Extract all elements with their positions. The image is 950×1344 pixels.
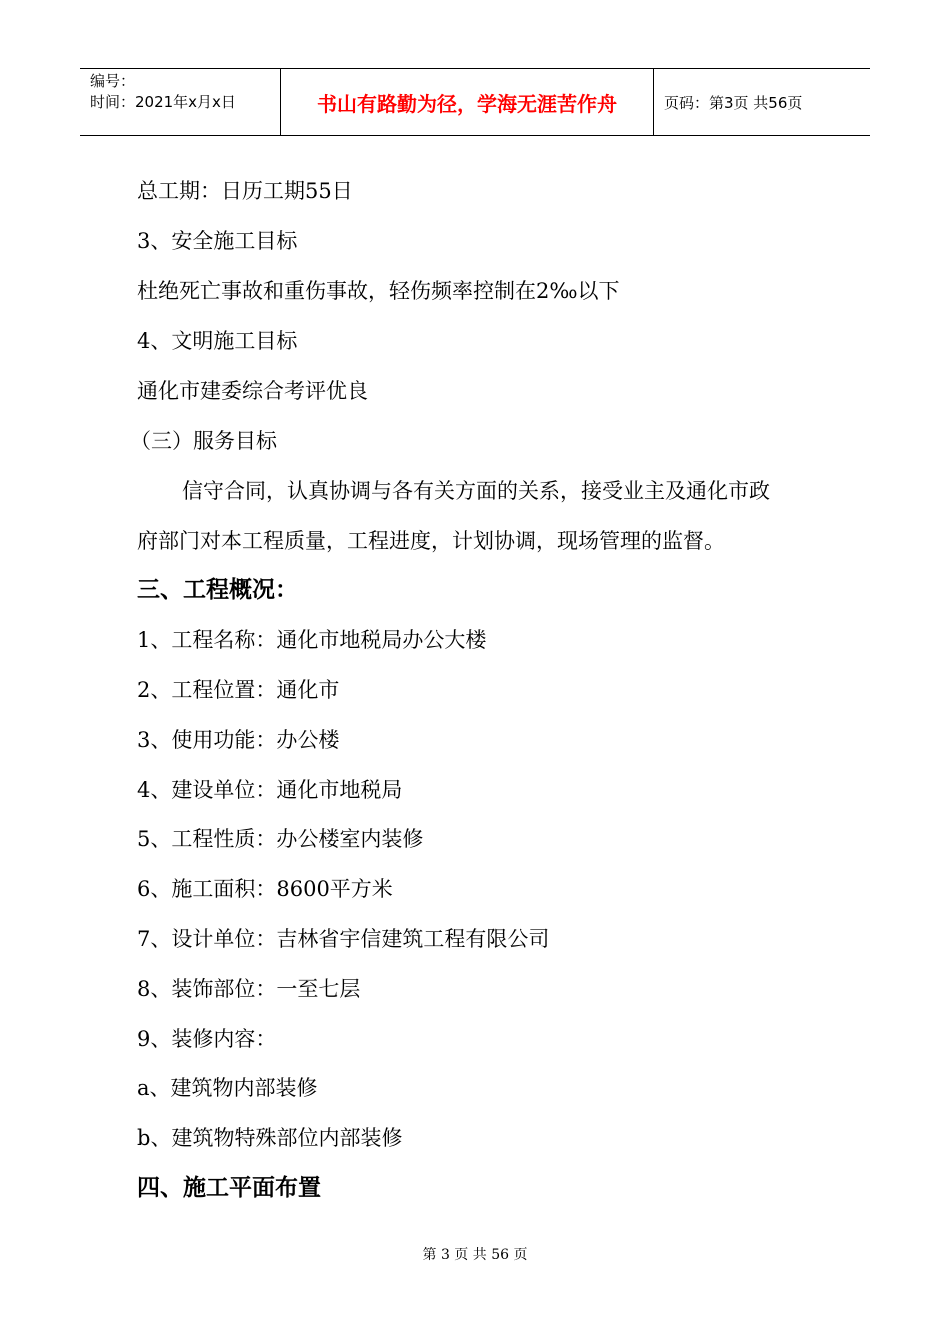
overview-item: 4、建设单位：通化市地税局 — [137, 778, 403, 802]
overview-item: 1、工程名称：通化市地税局办公大楼 — [137, 628, 487, 652]
overview-item: 3、使用功能：办公楼 — [137, 728, 340, 752]
civil-goal-title: 4、文明施工目标 — [137, 329, 298, 353]
header-motto: 书山有路勤为径，学海无涯苦作舟 — [281, 69, 654, 135]
header-number-label: 编号： — [90, 72, 136, 90]
header-meta — [80, 69, 281, 135]
page-header — [80, 68, 870, 136]
section3-heading: 三、工程概况： — [137, 577, 298, 603]
safety-goal-text: 杜绝死亡事故和重伤事故，轻伤频率控制在2‰以下 — [137, 279, 620, 303]
overview-item: 5、工程性质：办公楼室内装修 — [137, 827, 424, 851]
service-text-line1: 信守合同，认真协调与各有关方面的关系，接受业主及通化市政 — [182, 479, 770, 503]
overview-item: 7、设计单位：吉林省宇信建筑工程有限公司 — [137, 927, 550, 951]
header-page-info: 页码：第3页 共56页 — [664, 93, 803, 112]
overview-item: 6、施工面积：8600平方米 — [137, 877, 393, 901]
safety-goal-title: 3、安全施工目标 — [137, 229, 298, 253]
overview-item: 2、工程位置：通化市 — [137, 678, 340, 702]
overview-item: b、建筑物特殊部位内部装修 — [137, 1126, 403, 1150]
page-footer: 第 3 页 共 56 页 — [422, 1247, 528, 1263]
overview-item: a、建筑物内部装修 — [137, 1076, 318, 1100]
service-goal-title: （三）服务目标 — [130, 429, 277, 453]
section4-heading: 四、施工平面布置 — [137, 1175, 321, 1201]
overview-item: 9、装修内容： — [137, 1027, 277, 1051]
service-text-line2: 府部门对本工程质量，工程进度，计划协调，现场管理的监督。 — [137, 529, 725, 553]
total-duration: 总工期：日历工期55日 — [137, 179, 353, 203]
header-date-label: 时间：2021年x月x日 — [90, 93, 236, 111]
overview-item: 8、装饰部位：一至七层 — [137, 977, 361, 1001]
civil-goal-text: 通化市建委综合考评优良 — [137, 379, 368, 403]
